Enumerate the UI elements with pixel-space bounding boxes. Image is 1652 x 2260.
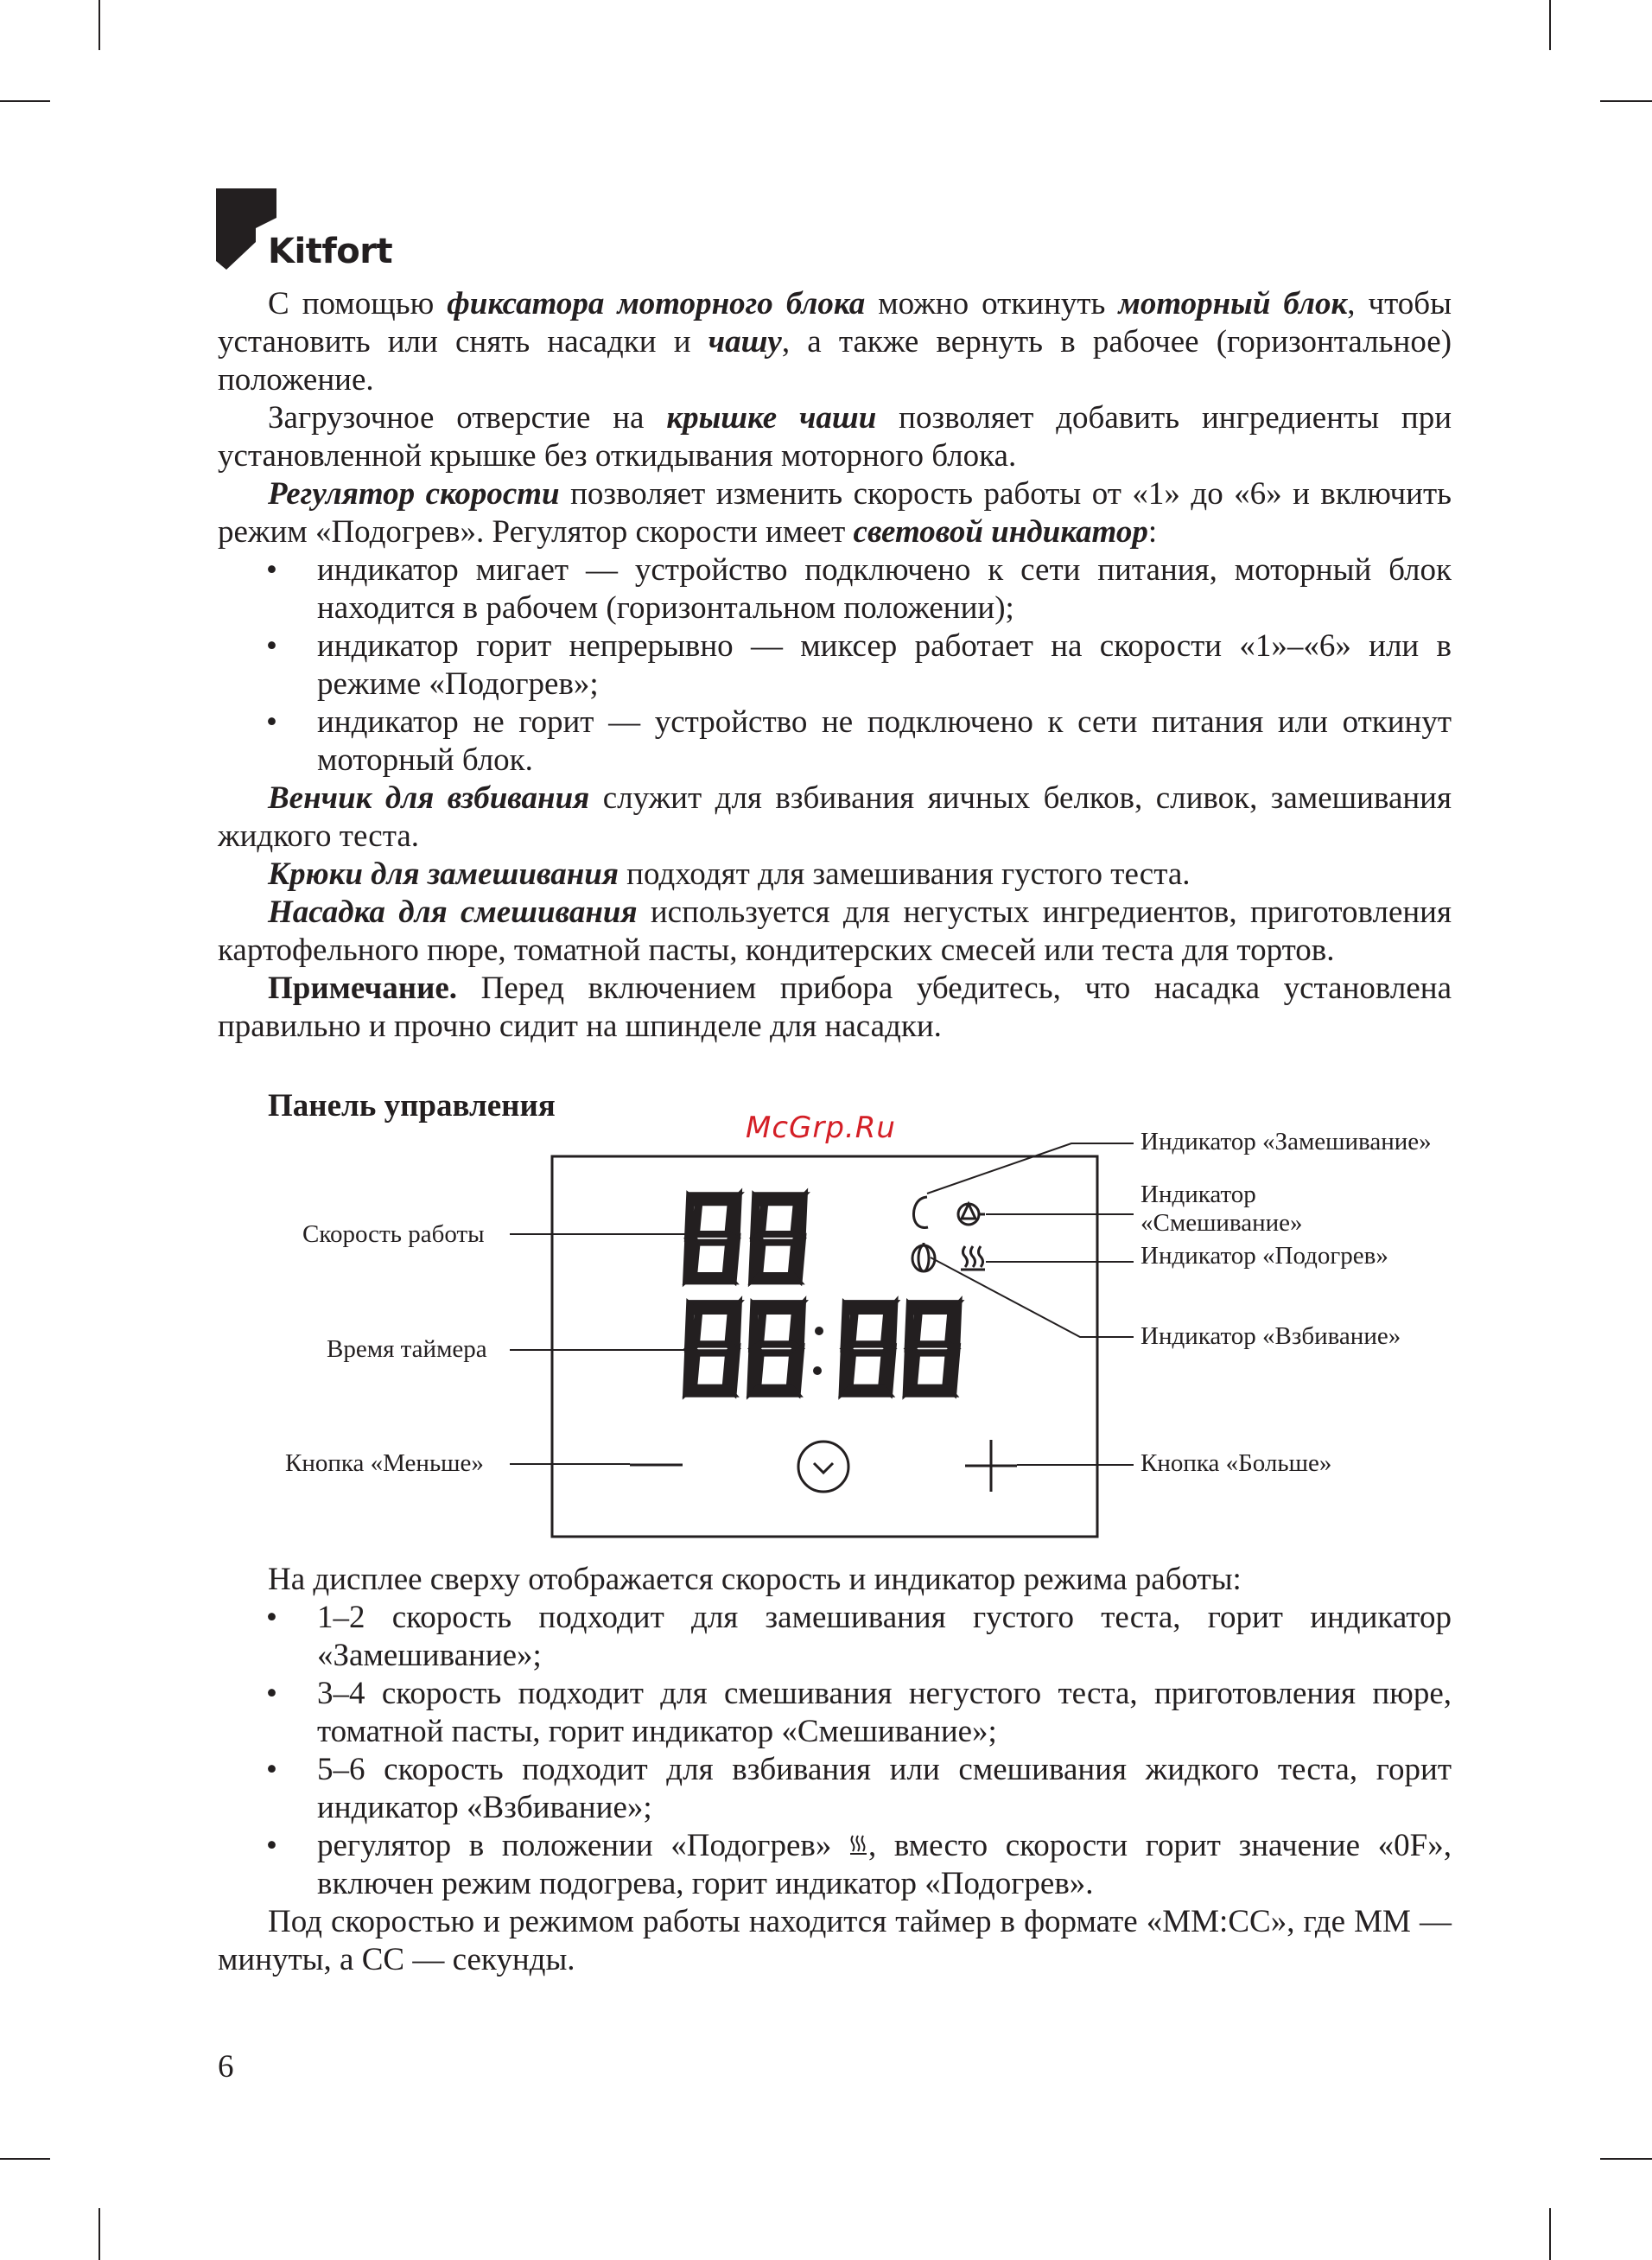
label-minus-button: Кнопка «Меньше» [285, 1449, 484, 1477]
speed-display [687, 1195, 804, 1281]
leader-lines [510, 1143, 1134, 1465]
heating-icon [961, 1246, 985, 1270]
list-item: • 3–4 скорость подходит для смешивания негустого теста, приготовления пюре, томатной пасты, горит индикатор «Смешивание»; [218, 1675, 1452, 1751]
paragraph: На дисплее сверху отображается скорость и индикатор режима работы: [268, 1562, 1242, 1597]
paragraph: Загрузочное отверстие на крышке чаши позволяет добавить ингредиенты при установленной крышке без откидывания моторного блока. [218, 400, 1452, 474]
list-item: • индикатор горит непрерывно — миксер работает на скорости «1»–«6» или в режиме «Подогрев»; [218, 627, 1452, 703]
page-number: 6 [218, 2049, 234, 2085]
label-plus-button: Кнопка «Больше» [1141, 1449, 1332, 1477]
brand-name: Kitfort [268, 232, 393, 271]
paragraph: Венчик для взбивания служит для взбивания яичных белков, сливок, замешивания жидкого теста. [218, 780, 1452, 854]
label-whisking: Индикатор «Взбивание» [1141, 1322, 1401, 1350]
section-title: Панель управления [268, 1088, 556, 1124]
display-description [218, 1561, 1452, 1979]
kneading-icon [914, 1197, 928, 1228]
timer-colon-dot [815, 1327, 823, 1335]
paragraph: С помощью фиксатора моторного блока можно откинуть моторный блок, чтобы установить или снять насадки и чашу, а также вернуть в рабочее (горизонтальное) положение. [218, 286, 1452, 398]
label-heating: Индикатор «Подогрев» [1141, 1242, 1388, 1270]
label-kneading: Индикатор «Замешивание» [1141, 1128, 1432, 1155]
confirm-button[interactable] [798, 1442, 848, 1492]
label-timer: Время таймера [327, 1335, 487, 1363]
paragraph: Насадка для смешивания используется для негустых ингредиентов, приготовления картофельного пюре, томатной пасты, кондитерских смесей или теста для тортов. [218, 894, 1452, 968]
list-item: • индикатор мигает — устройство подключено к сети питания, моторный блок находится в рабочем (горизонтальном положении); [218, 551, 1452, 627]
list-item: • 1–2 скорость подходит для замешивания густого теста, горит индикатор «Замешивание»; [218, 1599, 1452, 1675]
speed-list [218, 1599, 1452, 1903]
label-mixing: Индикатор [1141, 1181, 1256, 1208]
list-item-text: , вместо скорости горит значение «0F», включен режим подогрева, горит индикатор «Подогрев». [317, 1828, 1452, 1901]
timer-colon-dot [813, 1366, 822, 1375]
list-item-text: регулятор в положении «Подогрев» [317, 1828, 850, 1863]
heating-small-icon [849, 1833, 868, 1856]
mixing-icon [958, 1204, 985, 1225]
label-mixing-line2: «Смешивание» [1141, 1209, 1303, 1237]
paragraph: Регулятор скорости позволяет изменить скорость работы от «1» до «6» и включить режим «Подогрев». Регулятор скорости имеет световой индикатор: [218, 476, 1452, 550]
timer-display [687, 1303, 958, 1393]
list-item: • 5–6 скорость подходит для взбивания или смешивания жидкого теста, горит индикатор «Взбивание»; [218, 1751, 1452, 1827]
watermark: McGrp.Ru [746, 1111, 896, 1145]
list-item [218, 1827, 1452, 1903]
plus-button[interactable] [965, 1440, 1017, 1492]
paragraph: Под скоростью и режимом работы находится таймер в формате «ММ:СС», где ММ — минуты, а СС — секунды. [218, 1904, 1452, 1977]
list-item: • индикатор не горит — устройство не подключено к сети питания или откинут моторный блок. [218, 703, 1452, 780]
label-speed: Скорость работы [302, 1220, 485, 1248]
paragraph: Примечание. Перед включением прибора убедитесь, что насадка установлена правильно и прочно сидит на шпинделе для насадки. [218, 971, 1452, 1044]
paragraph: Крюки для замешивания подходят для замешивания густого теста. [268, 856, 1191, 892]
